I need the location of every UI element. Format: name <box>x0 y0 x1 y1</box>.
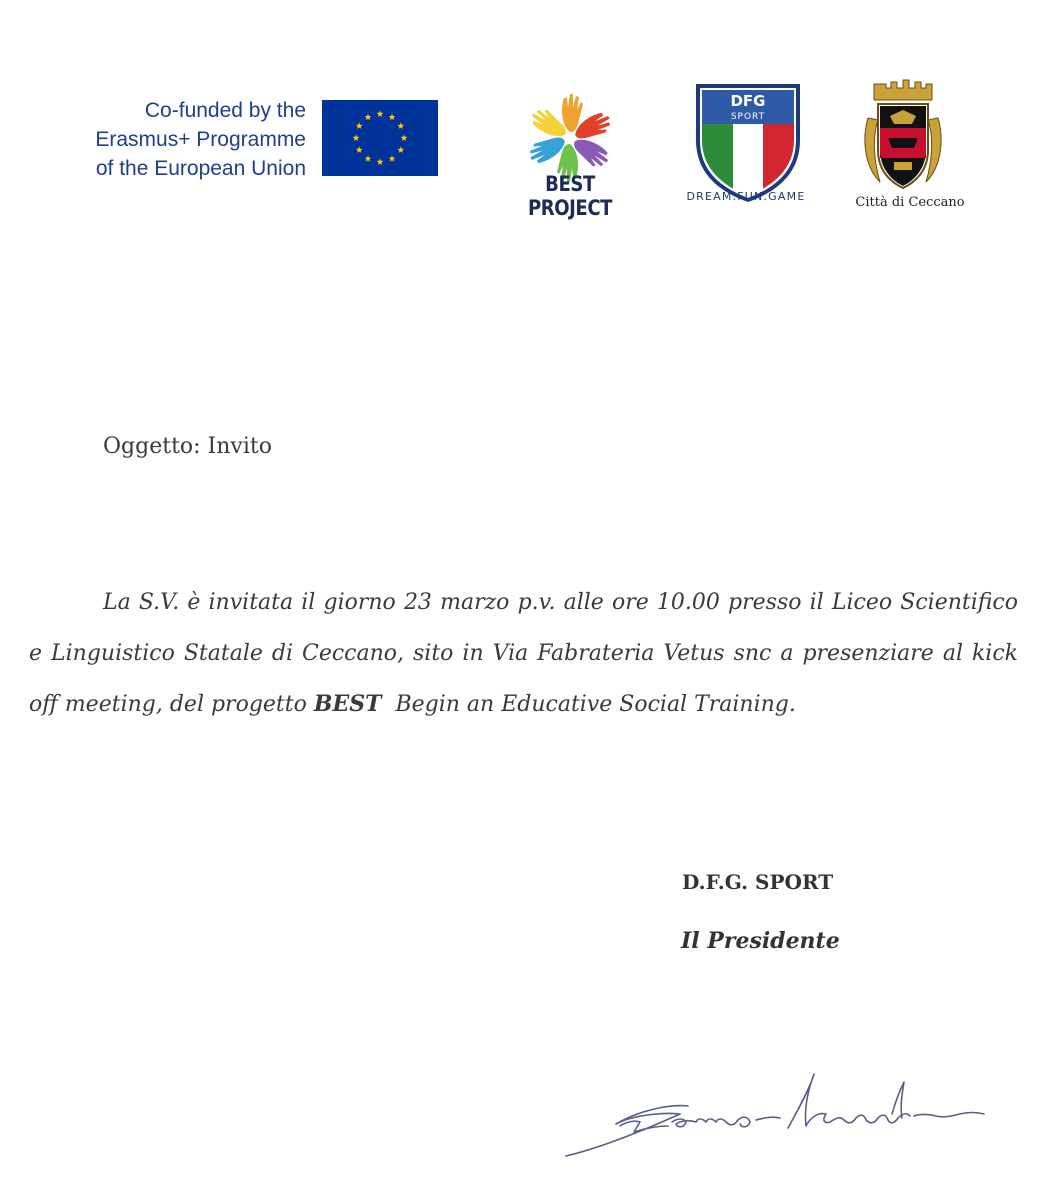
ceccano-crest-icon <box>860 78 946 196</box>
erasmus-cofunding-text <box>60 96 306 183</box>
dfg-sub-text: SPORT <box>730 112 766 122</box>
body-text-part1: La S.V. è invitata il giorno 23 marzo p.v. alle ore 10.00 presso il Liceo Scientifico e Linguistico Statale di Ceccano, sito in Via Fabrateria Vetus snc a presenziare al kick off meeting, del progetto <box>29 590 1018 717</box>
erasmus-line-3: of the European Union <box>95 157 306 180</box>
sender-organization: D.F.G. SPORT <box>682 870 834 894</box>
ceccano-label: Città di Ceccano <box>855 195 965 210</box>
dfg-top-text: DFG <box>730 92 766 110</box>
dfg-sport-shield-logo <box>688 78 808 203</box>
sender-role: Il Presidente <box>681 928 840 954</box>
letter-body <box>29 577 1018 730</box>
letter-subject: Oggetto: Invito <box>103 434 272 459</box>
best-project-label: BEST PROJECT <box>527 172 613 220</box>
president-signature <box>560 1070 990 1165</box>
project-name: BEST <box>313 691 382 717</box>
eu-flag-icon <box>322 100 438 176</box>
erasmus-line-1: Co-funded by the <box>144 99 306 122</box>
dfg-tagline: DREAM.FUN.GAME <box>686 190 806 203</box>
erasmus-line-2: Erasmus+ Programme <box>95 128 306 151</box>
body-text-part2: Begin an Educative Social Training. <box>381 692 796 717</box>
